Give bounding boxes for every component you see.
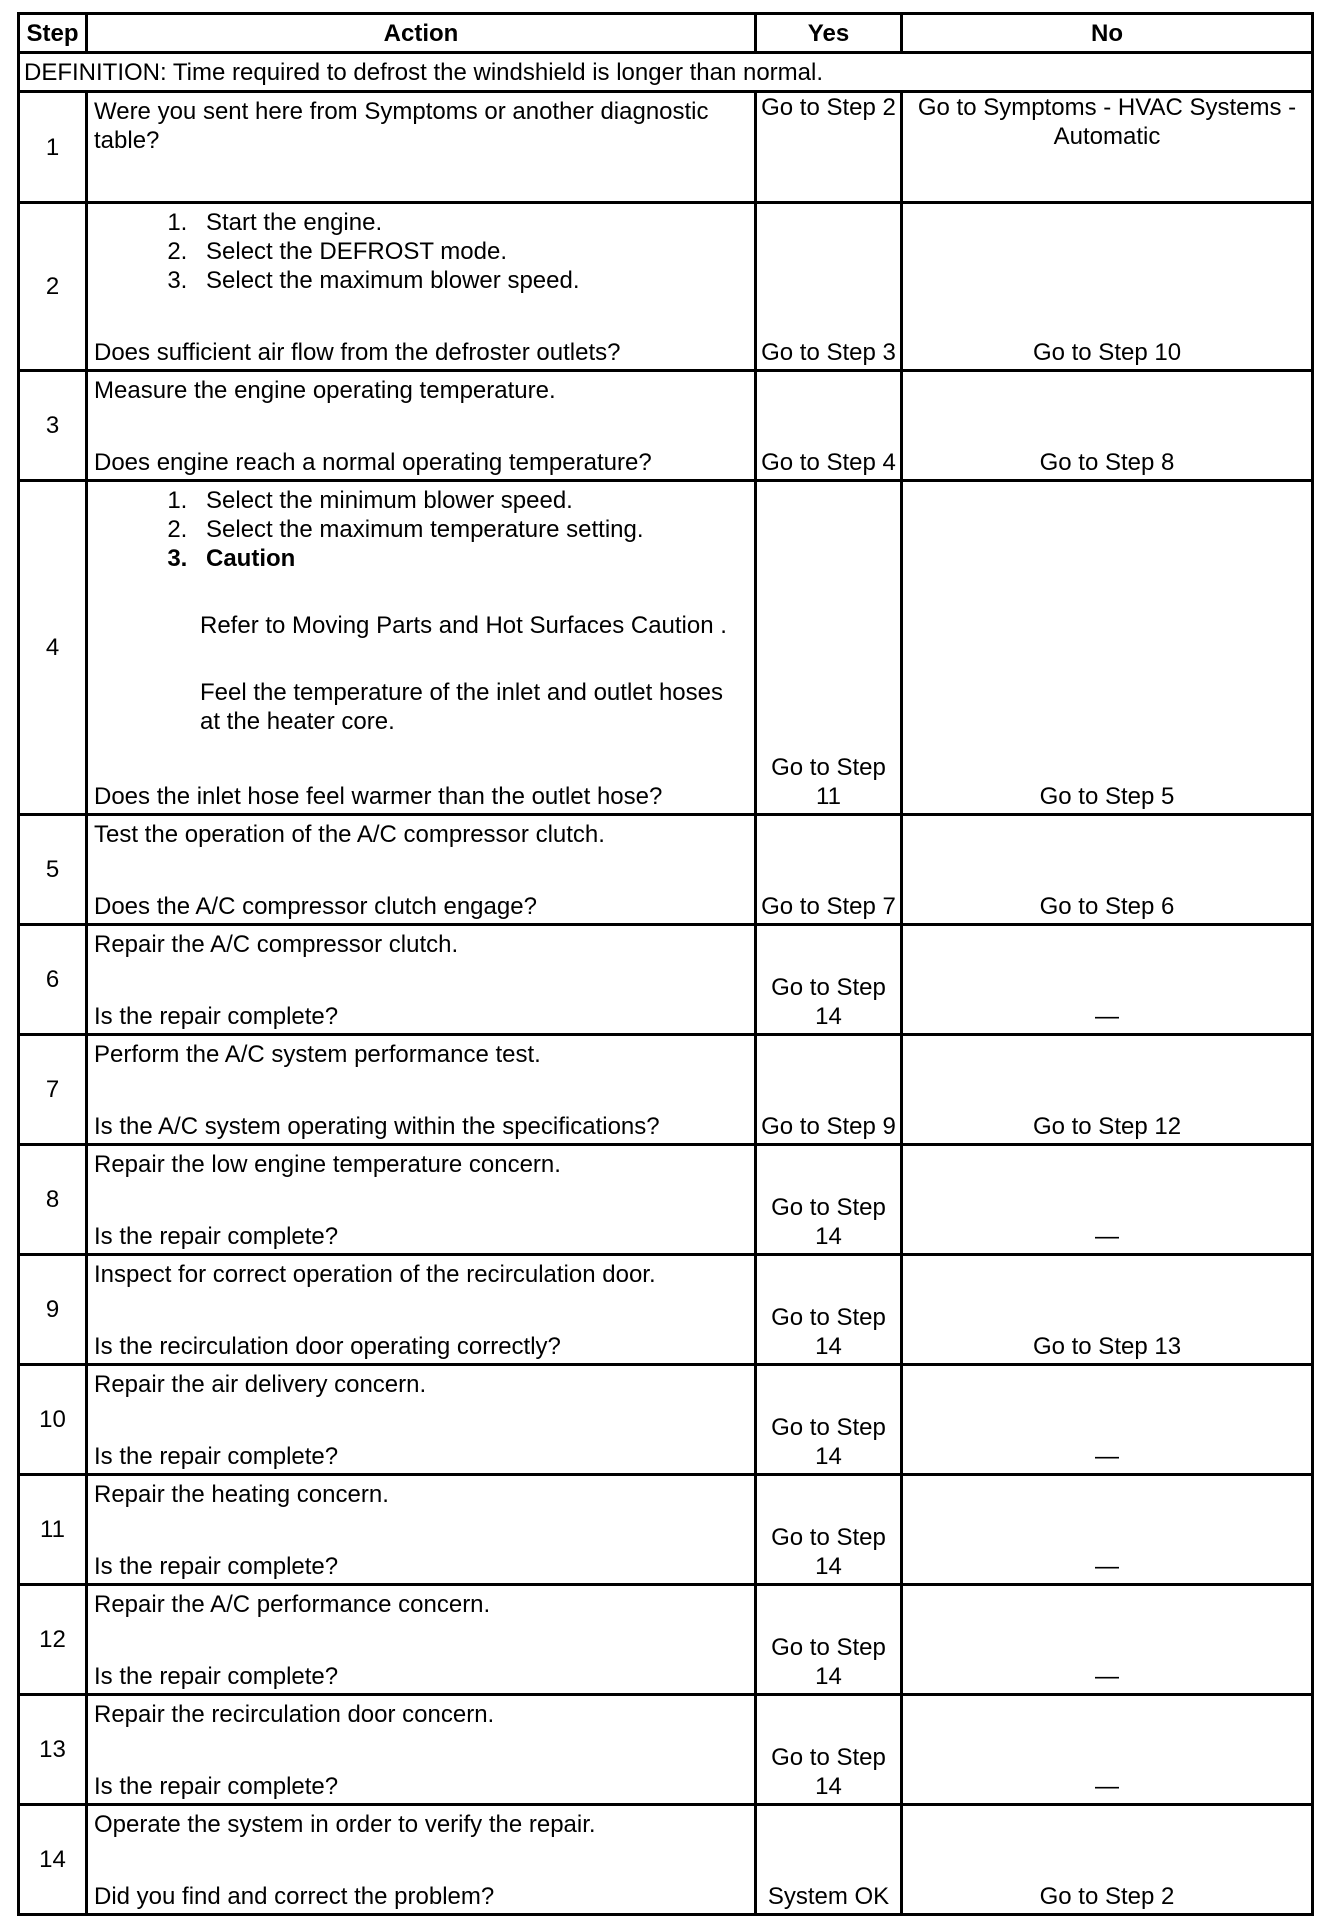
action-text: Operate the system in order to verify the repair.	[94, 1811, 596, 1838]
caution-heading: 3. Caution	[194, 544, 748, 573]
action-cell	[87, 815, 756, 925]
action-cell	[87, 1585, 756, 1695]
yes-cell	[756, 1695, 902, 1805]
substep: 2. Select the maximum temperature setting.	[194, 515, 748, 544]
step-number: 14	[19, 1805, 87, 1915]
yes-link[interactable]: Go to Step 11	[771, 754, 886, 810]
no-cell	[902, 203, 1313, 371]
yes-cell	[756, 815, 902, 925]
yes-link[interactable]: Go to Step 14	[771, 974, 886, 1030]
step-number: 7	[19, 1035, 87, 1145]
question-text: Does the A/C compressor clutch engage?	[94, 893, 537, 920]
step-number: 3	[19, 371, 87, 481]
no-cell	[902, 1695, 1313, 1805]
yes-cell	[756, 1585, 902, 1695]
action-cell	[87, 1035, 756, 1145]
table-row	[19, 1805, 1313, 1915]
no-value: —	[1095, 1443, 1119, 1470]
yes-link[interactable]: Go to Step 9	[761, 1113, 896, 1140]
no-link[interactable]: Go to Step 10	[1032, 339, 1182, 366]
action-text: Repair the A/C compressor clutch.	[94, 931, 459, 958]
step-number: 5	[19, 815, 87, 925]
action-cell	[87, 371, 756, 481]
question-text: Is the A/C system operating within the specifications?	[94, 1113, 660, 1140]
yes-link[interactable]: Go to Step 14	[771, 1634, 886, 1690]
yes-result: System OK	[767, 1883, 890, 1910]
header-yes: Yes	[756, 14, 902, 53]
action-text: Inspect for correct operation of the recirculation door.	[94, 1261, 656, 1288]
no-link[interactable]: Go to Step 6	[1039, 893, 1175, 920]
question-text: Does the inlet hose feel warmer than the outlet hose?	[94, 783, 663, 810]
step-number: 11	[19, 1475, 87, 1585]
action-text: Repair the A/C performance concern.	[94, 1591, 491, 1618]
yes-link[interactable]: Go to Step 14	[771, 1524, 886, 1580]
substep: 1. Select the minimum blower speed.	[194, 486, 748, 515]
diagnostic-table	[17, 12, 1314, 1916]
action-text: Perform the A/C system performance test.	[94, 1041, 541, 1068]
yes-link[interactable]: Go to Step 3	[761, 339, 896, 366]
substep: 2. Select the DEFROST mode.	[194, 237, 748, 266]
action-text: Repair the low engine temperature concern.	[94, 1151, 561, 1178]
question-text: Is the repair complete?	[94, 1553, 339, 1580]
table-row	[19, 1365, 1313, 1475]
yes-cell	[756, 1365, 902, 1475]
definition-row	[19, 53, 1313, 92]
substep: 1. Start the engine.	[194, 208, 748, 237]
step-number: 2	[19, 203, 87, 371]
no-cell	[902, 1805, 1313, 1915]
yes-link[interactable]: Go to Step 14	[771, 1304, 886, 1360]
yes-cell	[756, 1805, 902, 1915]
no-cell	[902, 1145, 1313, 1255]
no-cell	[902, 925, 1313, 1035]
no-value: —	[1095, 1223, 1119, 1250]
table-row	[19, 1035, 1313, 1145]
action-cell	[87, 1365, 756, 1475]
question-text: Does sufficient air flow from the defroster outlets?	[94, 339, 621, 366]
header-row	[19, 14, 1313, 53]
question-text: Is the repair complete?	[94, 1773, 339, 1800]
question-text: Does engine reach a normal operating temperature?	[94, 449, 652, 476]
step-number: 4	[19, 481, 87, 815]
yes-link[interactable]: Go to Step 14	[771, 1744, 886, 1800]
header-action: Action	[87, 14, 756, 53]
action-text: Repair the air delivery concern.	[94, 1371, 427, 1398]
caution-block	[94, 573, 748, 736]
no-value: —	[1095, 1553, 1119, 1580]
action-text: Measure the engine operating temperature.	[94, 377, 556, 404]
header-no: No	[902, 14, 1313, 53]
table-row	[19, 92, 1313, 203]
yes-cell	[756, 1475, 902, 1585]
question-text: Is the repair complete?	[94, 1663, 339, 1690]
header-step: Step	[19, 14, 87, 53]
step-number: 9	[19, 1255, 87, 1365]
no-link[interactable]: Go to Step 12	[1032, 1113, 1182, 1140]
table-row	[19, 203, 1313, 371]
no-value: —	[1095, 1663, 1119, 1690]
yes-cell	[756, 371, 902, 481]
question-text: Is the recirculation door operating correctly?	[94, 1333, 561, 1360]
no-value: —	[1095, 1003, 1119, 1030]
no-cell	[902, 371, 1313, 481]
yes-cell	[756, 481, 902, 815]
yes-link[interactable]: Go to Step 7	[761, 893, 896, 920]
action-cell	[87, 1475, 756, 1585]
no-link[interactable]: Go to Step 2	[1039, 1883, 1175, 1910]
no-cell	[902, 1365, 1313, 1475]
yes-cell	[756, 1035, 902, 1145]
question-text: Did you find and correct the problem?	[94, 1883, 495, 1910]
no-link[interactable]: Go to Symptoms - HVAC Systems - Automatic	[902, 92, 1313, 203]
action-cell	[87, 1695, 756, 1805]
step-number: 12	[19, 1585, 87, 1695]
definition-text: DEFINITION: Time required to defrost the windshield is longer than normal.	[19, 53, 1313, 92]
no-cell	[902, 1035, 1313, 1145]
question-text: Is the repair complete?	[94, 1443, 339, 1470]
action-text: Repair the recirculation door concern.	[94, 1701, 495, 1728]
table-row	[19, 371, 1313, 481]
yes-cell	[756, 1145, 902, 1255]
step-number: 8	[19, 1145, 87, 1255]
action-cell	[87, 1805, 756, 1915]
no-cell	[902, 815, 1313, 925]
table-row	[19, 815, 1313, 925]
yes-link[interactable]: Go to Step 14	[771, 1194, 886, 1250]
action-text: Repair the heating concern.	[94, 1481, 389, 1508]
yes-link[interactable]: Go to Step 14	[771, 1414, 886, 1470]
yes-cell	[756, 1255, 902, 1365]
action-cell	[87, 203, 756, 371]
table-row	[19, 1585, 1313, 1695]
substep-list	[94, 486, 748, 573]
table-row	[19, 1255, 1313, 1365]
no-link[interactable]: Go to Step 8	[1039, 449, 1175, 476]
action-cell	[87, 481, 756, 815]
table-row	[19, 1475, 1313, 1585]
no-cell	[902, 1255, 1313, 1365]
action-cell	[87, 1255, 756, 1365]
step-number: 6	[19, 925, 87, 1035]
action-cell	[87, 1145, 756, 1255]
question-text: Is the repair complete?	[94, 1223, 339, 1250]
no-value: —	[1095, 1773, 1119, 1800]
caution-reference[interactable]: Refer to Moving Parts and Hot Surfaces Caution .	[200, 612, 727, 639]
action-cell	[87, 925, 756, 1035]
table-row	[19, 1695, 1313, 1805]
action-text: Were you sent here from Symptoms or another diagnostic table?	[87, 92, 756, 203]
action-text: Test the operation of the A/C compressor clutch.	[94, 821, 605, 848]
step-number: 10	[19, 1365, 87, 1475]
yes-link[interactable]: Go to Step 2	[756, 92, 902, 203]
yes-cell	[756, 925, 902, 1035]
caution-instruction: Feel the temperature of the inlet and outlet hoses at the heater core.	[200, 679, 723, 735]
no-cell	[902, 1585, 1313, 1695]
table-row	[19, 925, 1313, 1035]
step-number: 13	[19, 1695, 87, 1805]
no-cell	[902, 481, 1313, 815]
step-number: 1	[19, 92, 87, 203]
question-text: Is the repair complete?	[94, 1003, 339, 1030]
table-row	[19, 481, 1313, 815]
yes-cell	[756, 203, 902, 371]
table-row	[19, 1145, 1313, 1255]
substep: 3. Select the maximum blower speed.	[194, 266, 748, 295]
no-link[interactable]: Go to Step 5	[1039, 783, 1175, 810]
no-cell	[902, 1475, 1313, 1585]
substep-list	[94, 208, 748, 295]
no-link[interactable]: Go to Step 13	[1032, 1333, 1182, 1360]
yes-link[interactable]: Go to Step 4	[761, 449, 896, 476]
